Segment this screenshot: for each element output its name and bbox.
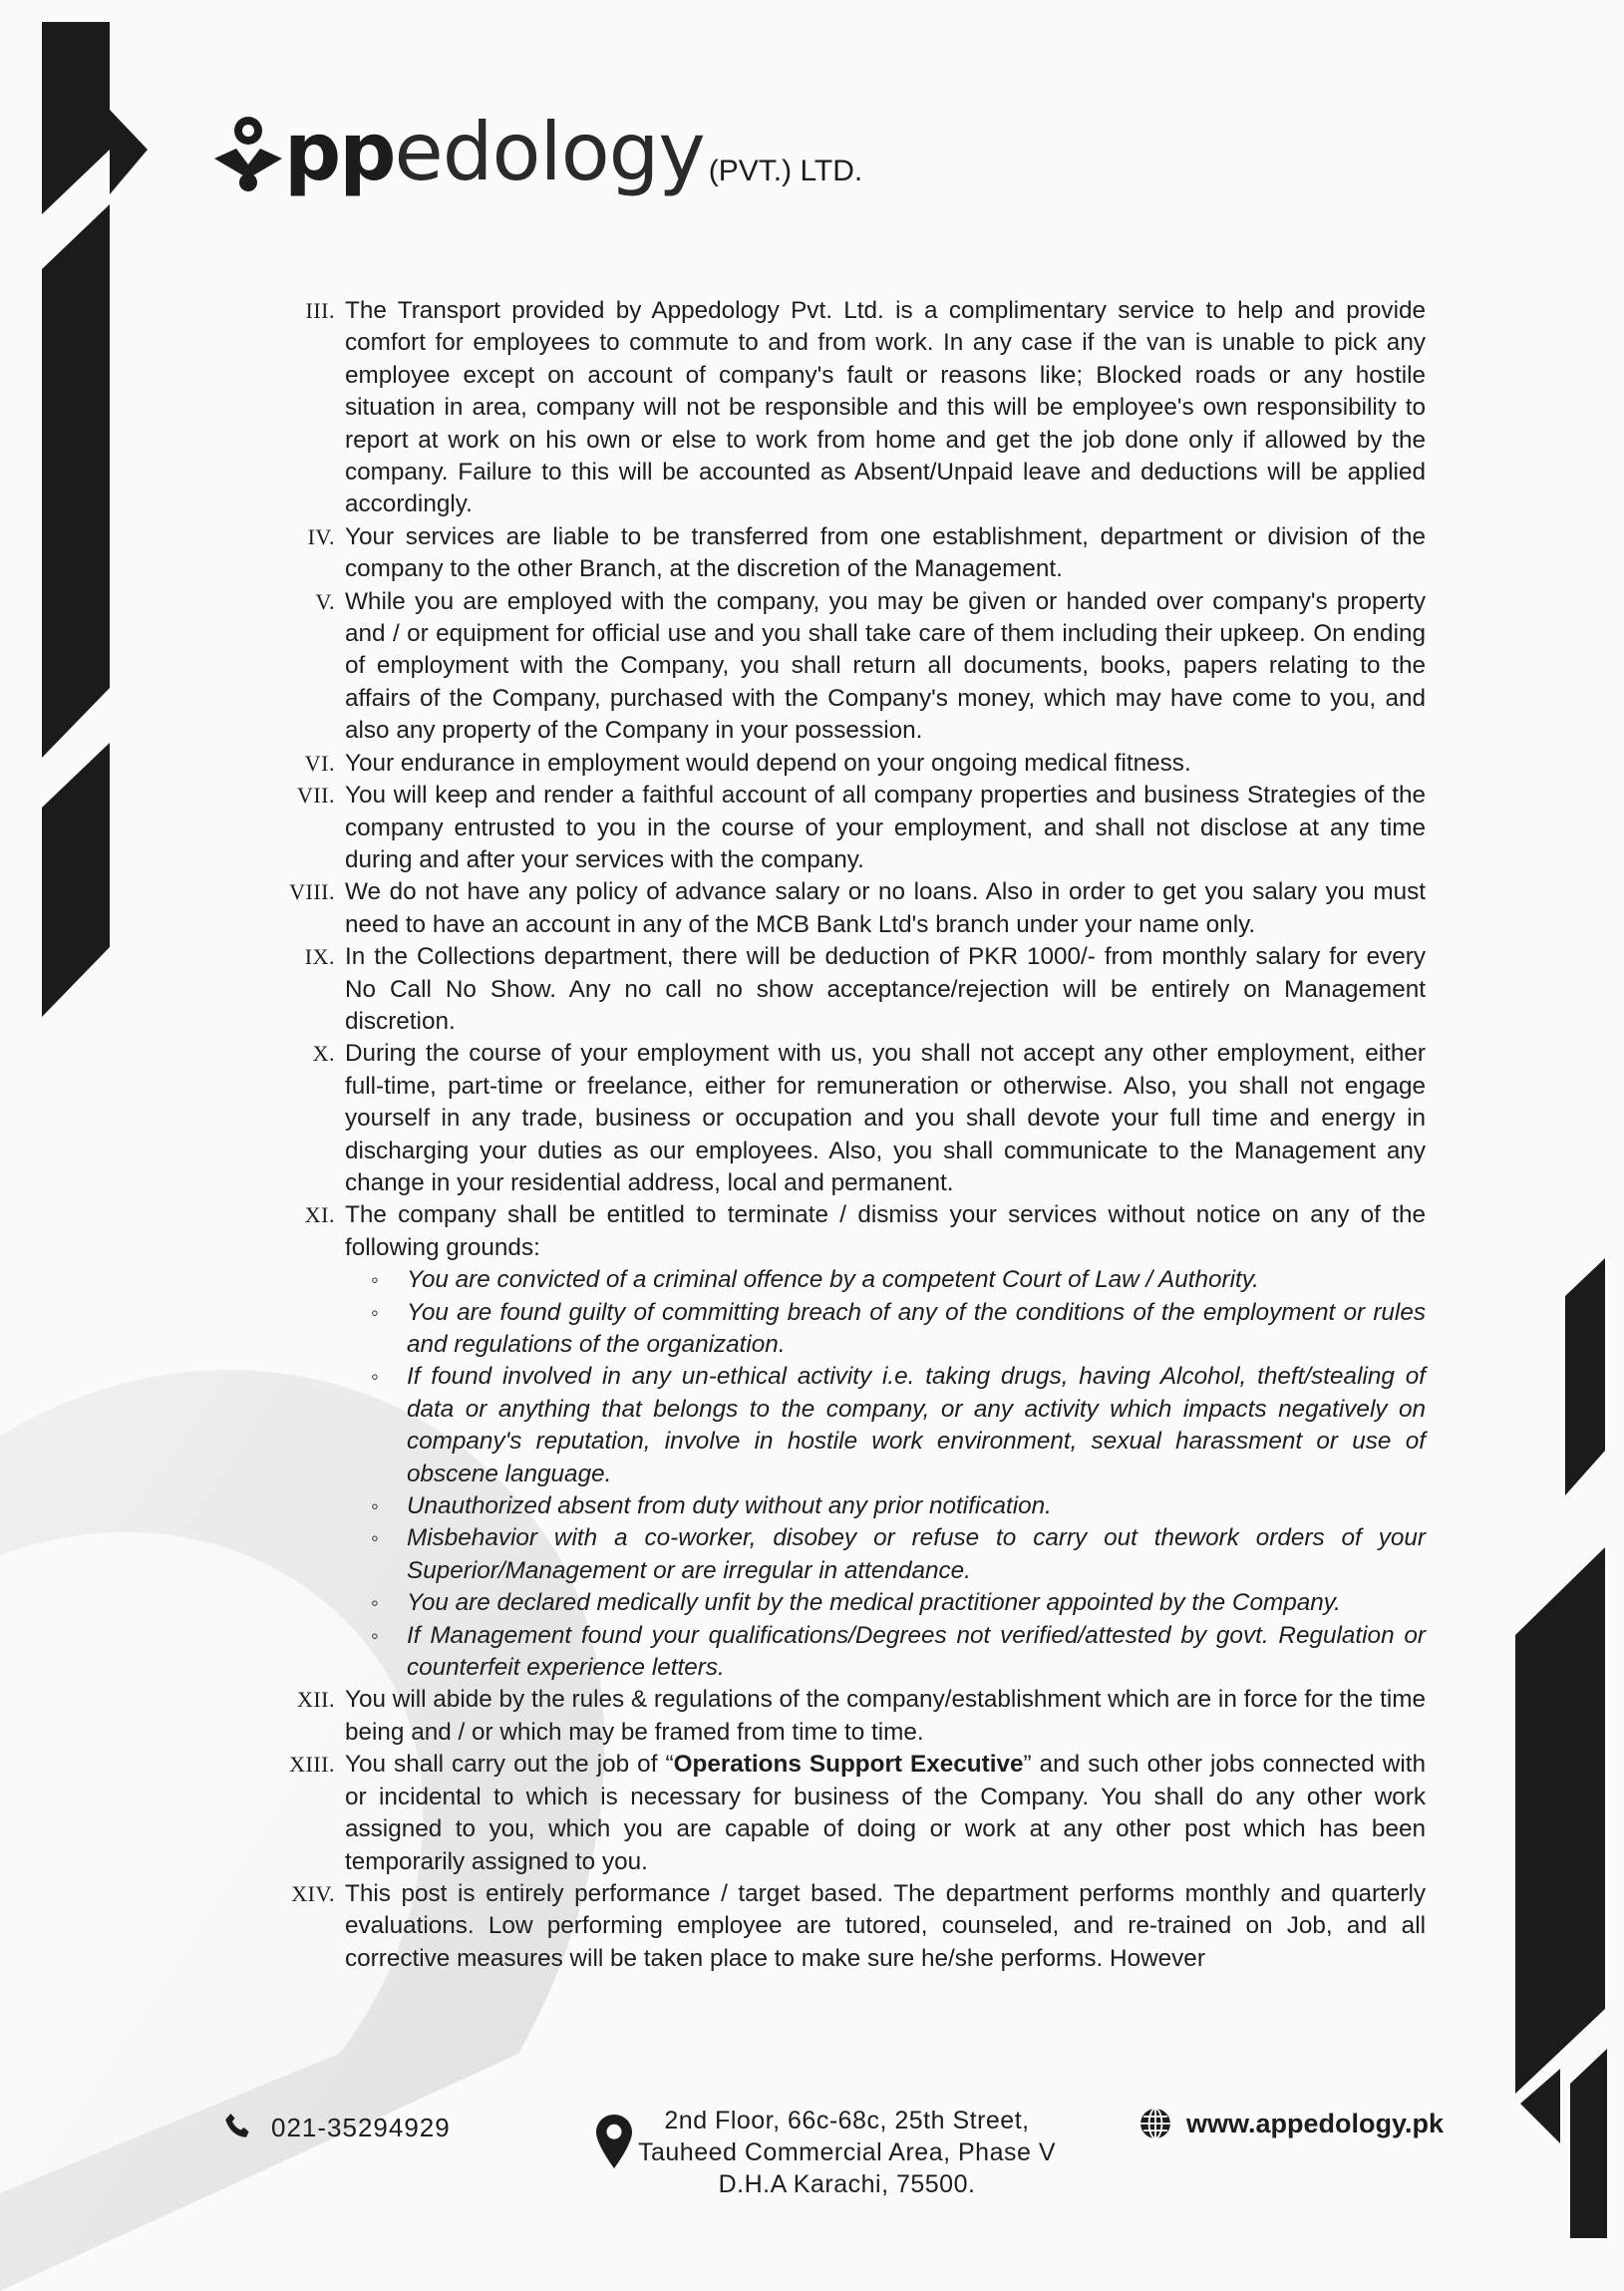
clause-number: XIII. bbox=[289, 1752, 335, 1778]
clause-number: IX. bbox=[304, 944, 335, 970]
address-line-3: D.H.A Karachi, 75500. bbox=[718, 2170, 976, 2198]
clause-text: During the course of your employment with us, you shall not accept any other employment, either full-time, part-time or freelance, either for remuneration or otherwise. Also, you shall not engage yourself in any trade, business or occupation and you shall devote your full time and energy in discharging your duties as our employees. Also, you shall communicate to the Management any change in your residential address, local and permanent. bbox=[345, 1040, 1426, 1196]
appedology-logo-mark-icon bbox=[214, 113, 282, 192]
clause-v bbox=[289, 586, 1426, 748]
clause-xiv bbox=[289, 1878, 1426, 1975]
clause-number: VIII. bbox=[289, 879, 335, 905]
right-stripe-decoration bbox=[1515, 1258, 1607, 2238]
address-line-2: Tauheed Commercial Area, Phase V bbox=[638, 2138, 1056, 2166]
clause-ix bbox=[289, 941, 1426, 1038]
list-item: ◦ Unauthorized absent from duty without any prior notification. bbox=[407, 1490, 1426, 1522]
clause-text: You will keep and render a faithful account of all company properties and business Strategies of the company entrusted to you in the course of your employment, and shall not disclose at any time during and after your services with the company. bbox=[345, 782, 1426, 873]
clause-number: III. bbox=[305, 298, 335, 323]
clause-number: VI. bbox=[304, 750, 335, 776]
clause-text-end: ” and such other jobs connected with or incidental to which is necessary for business of the Company. You shall do any other work assigned to you, which you are capable of doing or work at any other post which has been temporarily assigned to you. bbox=[345, 1751, 1426, 1875]
list-item: ◦ If found involved in any un-ethical activity i.e. taking drugs, having Alcohol, theft/stealing of data or anything that belongs to the company, or any activity which impacts negatively on company's reputation, involve in hostile work environment, sexual harassment or use of obscene language. bbox=[407, 1361, 1426, 1490]
clause-viii bbox=[289, 876, 1426, 941]
address-line-1: 2nd Floor, 66c-68c, 25th Street, bbox=[664, 2107, 1030, 2134]
clause-text: The company shall be entitled to terminate / dismiss your services without notice on any of the following grounds: bbox=[345, 1201, 1426, 1261]
globe-icon bbox=[1138, 2107, 1172, 2140]
footer-website bbox=[1138, 2107, 1444, 2140]
location-pin-icon bbox=[596, 2115, 632, 2168]
list-item: ◦ You are convicted of a criminal offence by a competent Court of Law / Authority. bbox=[407, 1264, 1426, 1296]
phone-icon bbox=[221, 2111, 255, 2144]
footer-address bbox=[596, 2105, 1056, 2200]
letterhead-footer bbox=[0, 2099, 1624, 2218]
list-item: ◦ You are declared medically unfit by the medical practitioner appointed by the Company. bbox=[407, 1587, 1426, 1619]
clause-number: XII. bbox=[296, 1687, 335, 1713]
clause-text: In the Collections department, there will be deduction of PKR 1000/- from monthly salary for every No Call No Show. Any no call no show acceptance/rejection will be entirely on Management discretion. bbox=[345, 943, 1426, 1035]
clause-xii bbox=[289, 1684, 1426, 1749]
list-item: ◦ You are found guilty of committing breach of any of the conditions of the employment or rules and regulations of the organization. bbox=[407, 1297, 1426, 1362]
job-title: Operations Support Executive bbox=[673, 1751, 1024, 1779]
clause-number: V. bbox=[315, 588, 335, 614]
clause-text: Your endurance in employment would depend on your ongoing medical fitness. bbox=[345, 749, 1191, 777]
clause-vi bbox=[289, 748, 1426, 780]
list-item: ◦ Misbehavior with a co-worker, disobey or refuse to carry out thework orders of your Superior/Management or are irregular in attendance. bbox=[407, 1522, 1426, 1587]
clause-xiii bbox=[289, 1749, 1426, 1878]
clause-text: You will abide by the rules & regulations of the company/establishment which are in force for the time being and / or which may be framed from time to time. bbox=[345, 1686, 1426, 1746]
clause-vii bbox=[289, 780, 1426, 876]
clause-text: While you are employed with the company, you may be given or handed over company's property and / or equipment for official use and you shall take care of them including their upkeep. On ending of employment with the Company, you shall return all documents, books, papers relating to the affairs of the Company, purchased with the Company's money, which may have come to you, and also any property of the Company in your possession. bbox=[345, 587, 1426, 745]
clause-text: Your services are liable to be transferred from one establishment, department or division of the company to the other Branch, at the discretion of the Management. bbox=[345, 522, 1426, 583]
clause-number: IV. bbox=[307, 523, 335, 549]
clause-number: VII. bbox=[296, 783, 335, 809]
clause-text: The Transport provided by Appedology Pvt. Ltd. is a complimentary service to help and provide comfort for employees to commute to and from work. In any case if the van is unable to pick any employee except on account of company's fault or reasons like; Blocked roads or any hostile situation in area, company will not be responsible and this will be employee's own responsibility to report at work on his own or else to work from home and get the job done only if allowed by the company. Failure to this will be accounted as Absent/Unpaid leave and deductions will be applied accordingly. bbox=[345, 297, 1426, 518]
clause-x bbox=[289, 1038, 1426, 1199]
website-link[interactable]: www.appedology.pk bbox=[1186, 2108, 1445, 2138]
list-item: ◦ If Management found your qualifications/Degrees not verified/attested by govt. Regulation or counterfeit experience letters. bbox=[407, 1620, 1426, 1685]
clause-text-start: You shall carry out the job of “ bbox=[345, 1751, 674, 1779]
clause-number: X. bbox=[312, 1041, 335, 1067]
letter-body bbox=[289, 295, 1426, 1975]
clause-xi bbox=[289, 1199, 1426, 1684]
clause-iii bbox=[289, 295, 1426, 521]
company-logo bbox=[214, 88, 863, 198]
clause-text: We do not have any policy of advance salary or no loans. Also in order to get you salary you must need to have an account in any of the MCB Bank Ltd's branch under your name only. bbox=[345, 878, 1426, 938]
logo-wordmark-bold: pp bbox=[284, 106, 395, 198]
logo-suffix: (PVT.) LTD. bbox=[708, 155, 863, 187]
termination-grounds-list bbox=[345, 1264, 1426, 1684]
clause-text: This post is entirely performance / target based. The department performs monthly and quarterly evaluations. Low performing employee are tutored, counseled, and re-trained on Job, and all corrective measures will be taken place to make sure he/she performs. However bbox=[345, 1879, 1426, 1972]
clause-number: XI. bbox=[304, 1202, 335, 1228]
phone-number: 021-35294929 bbox=[271, 2112, 451, 2142]
clause-number: XIV. bbox=[291, 1880, 335, 1906]
footer-phone bbox=[221, 2111, 451, 2144]
left-stripe-decoration bbox=[42, 22, 148, 1017]
clause-iv bbox=[289, 521, 1426, 586]
logo-wordmark-light: edology bbox=[394, 106, 705, 198]
